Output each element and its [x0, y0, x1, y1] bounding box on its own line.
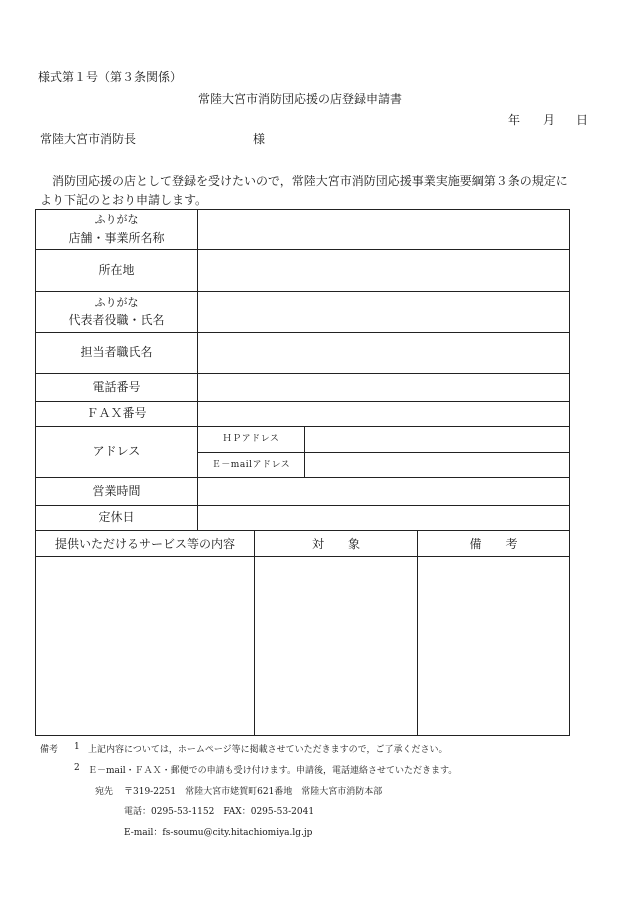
service-content-header: 提供いただけるサービス等の内容	[36, 531, 255, 557]
note-2-text: Ｅ－mail・ＦＡＸ・郵便での申請も受け付けます。申請後，電話連絡させていただきます。	[88, 766, 458, 776]
row-phone	[36, 374, 570, 402]
business-hours-field[interactable]	[198, 478, 570, 506]
row-contact-person	[36, 333, 570, 374]
date-month-label: 月	[543, 113, 556, 127]
phone-label: 電話番号	[36, 374, 198, 402]
contact-person-field[interactable]	[198, 333, 570, 374]
email-address-label: Ｅ－mailアドレス	[198, 453, 305, 478]
store-name-label: 店舗・事業所名称	[68, 230, 165, 245]
services-header-row	[36, 531, 570, 557]
note-1-text: 上記内容については，ホームページ等に掲載させていただきますので，ご了承ください。	[88, 745, 448, 755]
intro-line-2: より下記のとおり申請します。	[40, 193, 208, 207]
rep-label-cell	[36, 292, 198, 333]
store-furigana-label: ふりがな	[94, 213, 139, 227]
address-field[interactable]	[198, 250, 570, 292]
form-title: 常陸大宮市消防団応援の店登録申請書	[198, 92, 403, 106]
service-remarks-field[interactable]	[418, 557, 570, 736]
row-store-name	[36, 210, 570, 250]
row-address	[36, 250, 570, 292]
contact-person-label: 担当者職氏名	[36, 333, 198, 374]
closed-days-label: 定休日	[36, 506, 198, 531]
store-name-label-cell	[36, 210, 198, 250]
rep-name-field[interactable]	[198, 292, 570, 333]
addressee: 常陸大宮市消防長	[40, 132, 137, 146]
application-form-table	[35, 209, 570, 531]
fax-field[interactable]	[198, 402, 570, 427]
address-label: 所在地	[36, 250, 198, 292]
row-hp-address	[36, 427, 570, 453]
closed-days-field[interactable]	[198, 506, 570, 531]
row-closed-days	[36, 506, 570, 531]
rep-name-label: 代表者役職・氏名	[68, 313, 165, 328]
phone-field[interactable]	[198, 374, 570, 402]
business-hours-label: 営業時間	[36, 478, 198, 506]
row-representative	[36, 292, 570, 333]
contact-phone-fax: 電話：0295-53-1152 FAX：0295-53-2041	[124, 807, 315, 817]
service-target-field[interactable]	[255, 557, 418, 736]
contact-email: E-mail：fs-soumu@city.hitachiomiya.lg.jp	[124, 828, 313, 838]
web-address-label: アドレス	[36, 427, 198, 478]
service-target-header: 対 象	[255, 531, 418, 557]
row-fax	[36, 402, 570, 427]
rep-furigana-label: ふりがな	[94, 295, 139, 309]
services-table	[35, 530, 570, 736]
services-body-row	[36, 557, 570, 736]
note-2-number: 2	[74, 763, 80, 773]
destination-address: 〒319-2251 常陸大宮市姥賀町621番地 常陸大宮市消防本部	[124, 787, 383, 797]
row-business-hours	[36, 478, 570, 506]
fax-label: ＦＡＸ番号	[36, 402, 198, 427]
service-content-field[interactable]	[36, 557, 255, 736]
honorific: 様	[253, 132, 266, 146]
store-name-field[interactable]	[198, 210, 570, 250]
notes-label: 備考	[40, 745, 59, 755]
hp-address-label: ＨＰアドレス	[198, 427, 305, 453]
date-day-label: 日	[576, 113, 589, 127]
intro-line-1: 消防団応援の店として登録を受けたいので，常陸大宮市消防団応援事業実施要綱第３条の規定に	[52, 174, 568, 188]
destination-label: 宛先	[95, 787, 114, 797]
form-number: 様式第１号（第３条関係）	[38, 70, 183, 84]
date-year-label: 年	[508, 113, 521, 127]
hp-address-field[interactable]	[305, 427, 570, 453]
email-address-field[interactable]	[305, 453, 570, 478]
note-1-number: 1	[74, 742, 80, 752]
service-remarks-header: 備 考	[418, 531, 570, 557]
